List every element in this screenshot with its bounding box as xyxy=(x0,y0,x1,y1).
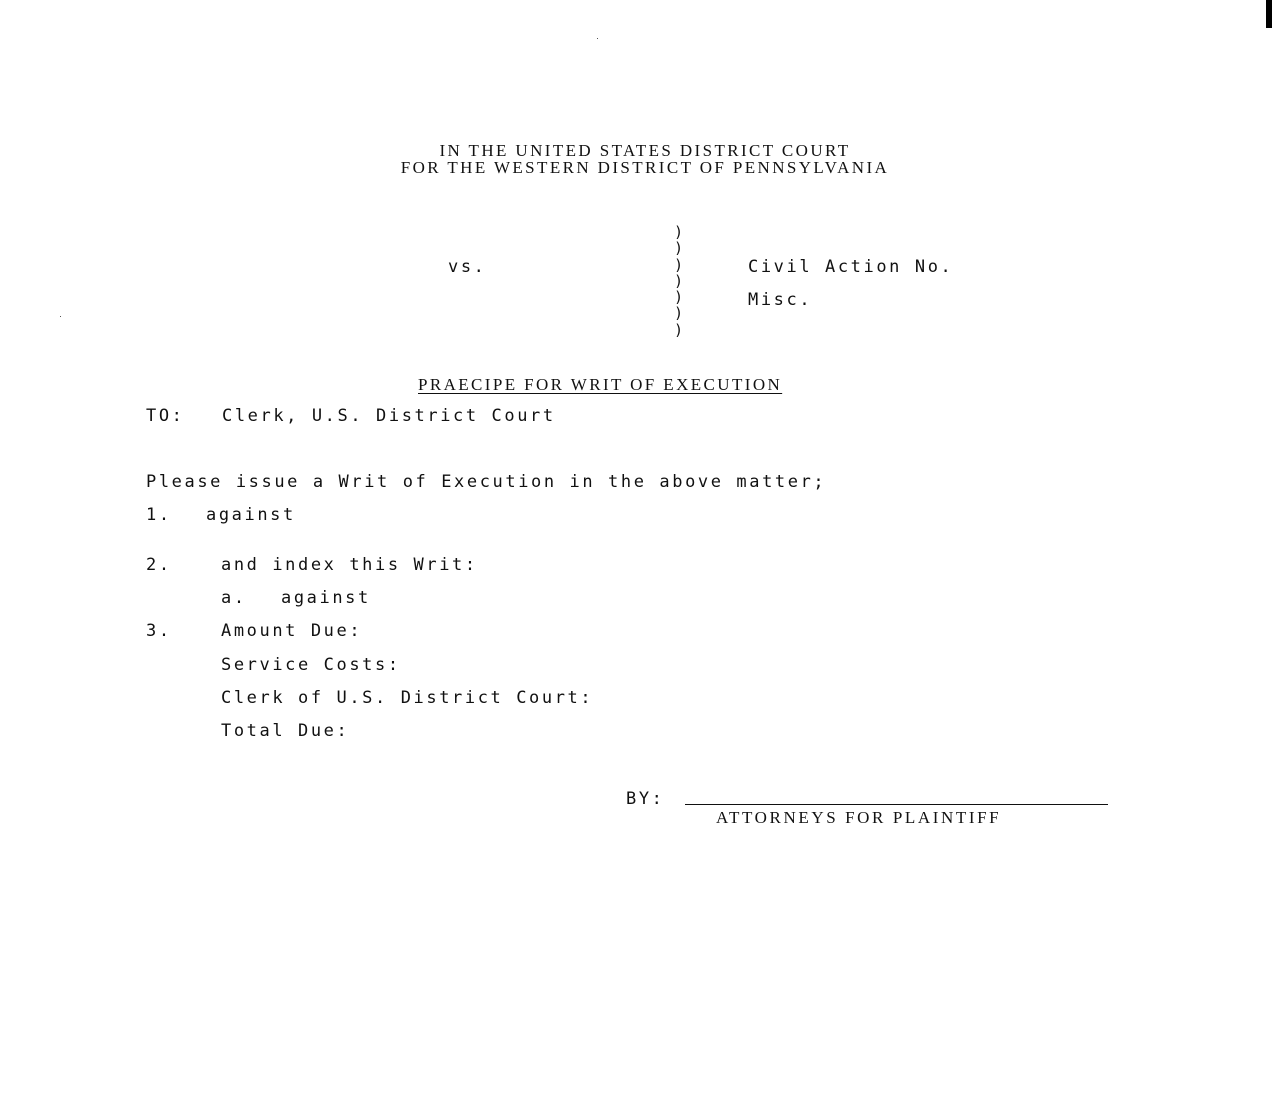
service-costs-label: Service Costs: xyxy=(221,655,401,675)
misc-label: Misc. xyxy=(748,290,813,310)
court-header xyxy=(0,142,1275,176)
item-2-number: 2. xyxy=(146,555,172,575)
item-1-text: against xyxy=(206,505,296,525)
signature-line xyxy=(685,804,1108,805)
amount-due-label: Amount Due: xyxy=(221,621,363,641)
caption-parentheses xyxy=(674,224,683,338)
scan-speck xyxy=(60,316,61,317)
caption-paren: ) xyxy=(674,304,684,323)
civil-action-label: Civil Action No. xyxy=(748,257,954,277)
court-header-line-2: FOR THE WESTERN DISTRICT OF PENNSYLVANIA xyxy=(400,158,890,177)
caption-paren: ) xyxy=(674,288,684,307)
total-due-label: Total Due: xyxy=(221,721,350,741)
item-2a-letter: a. xyxy=(221,588,247,608)
item-3-number: 3. xyxy=(146,621,172,641)
scan-speck xyxy=(597,38,598,39)
court-header-line-1: IN THE UNITED STATES DISTRICT COURT xyxy=(439,141,851,160)
versus-label: vs. xyxy=(448,257,487,277)
caption-paren: ) xyxy=(674,239,684,258)
caption-paren: ) xyxy=(674,223,684,241)
request-text: Please issue a Writ of Execution in the above matter; xyxy=(146,472,827,492)
document-title: PRAECIPE FOR WRIT OF EXECUTION xyxy=(418,375,783,394)
scan-edge-mark xyxy=(1266,0,1272,28)
clerk-fee-label: Clerk of U.S. District Court: xyxy=(221,688,594,708)
signature-caption: ATTORNEYS FOR PLAINTIFF xyxy=(716,808,1002,827)
item-2a-text: against xyxy=(281,588,371,608)
to-label: TO: xyxy=(146,406,185,426)
to-recipient: Clerk, U.S. District Court xyxy=(222,406,556,426)
caption-paren: ) xyxy=(674,320,684,339)
item-2-text: and index this Writ: xyxy=(221,555,478,575)
signature-by-label: BY: xyxy=(626,789,665,809)
caption-paren: ) xyxy=(674,255,684,274)
caption-paren: ) xyxy=(674,271,684,290)
item-1-number: 1. xyxy=(146,505,172,525)
